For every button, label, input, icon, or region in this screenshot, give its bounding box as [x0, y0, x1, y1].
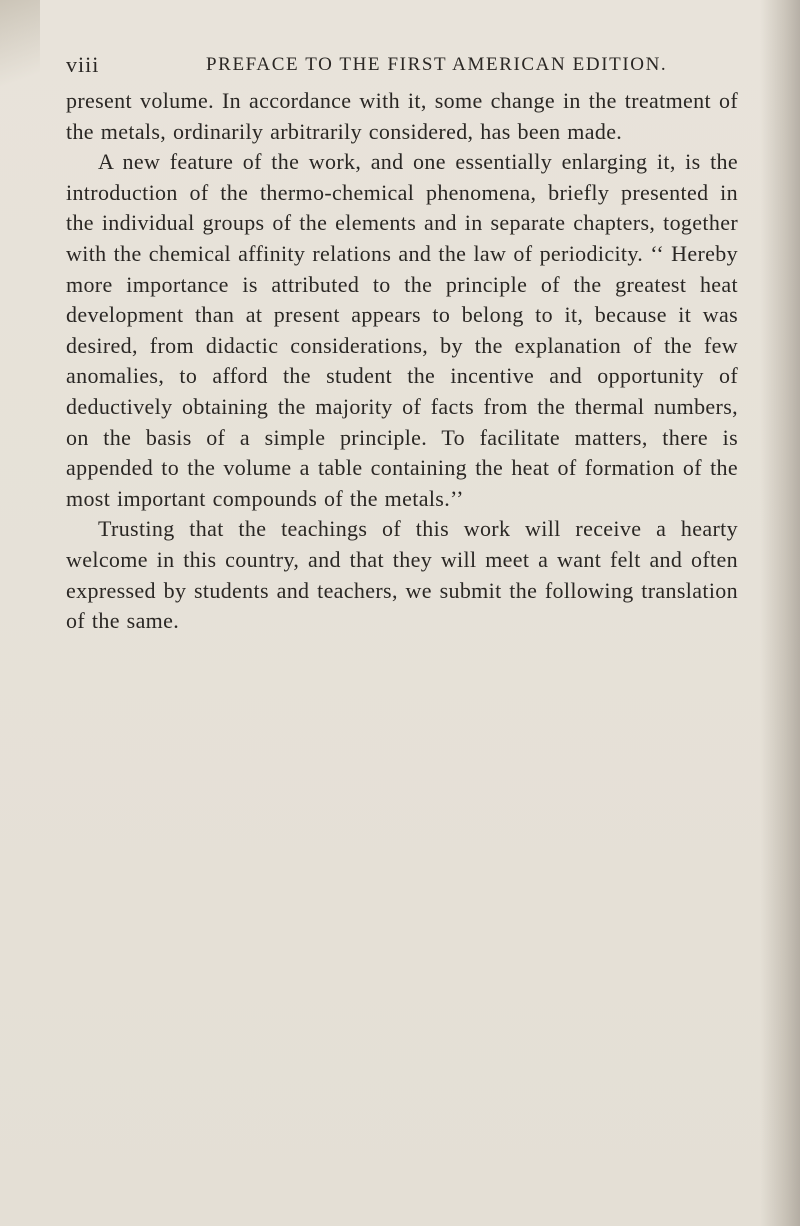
paragraph-closing: Trusting that the teachings of this work will receive a hearty welcome in this country, and that they will meet a want felt and often expressed by students and teachers, we submit the following translation of the same.	[66, 516, 738, 634]
page-corner-stain	[0, 0, 40, 110]
running-head-title: PREFACE TO THE FIRST AMERICAN EDITION.	[206, 54, 668, 75]
page-number: viii	[66, 52, 100, 77]
body-text	[66, 86, 738, 637]
paragraph-new-feature: A new feature of the work, and one essentially enlarging it, is the introduction of the thermo-chemical phenomena, briefly presented in the individual groups of the elements and in separate chapters, together with the chemical affinity relations and the law of periodicity. ‘‘ Hereby more importance is attributed to the principle of the greatest heat development than at present appears to belong to it, because it was desired, from didactic considerations, by the explanation of the few anomalies, to afford the student the incentive and opportunity of deductively obtaining the majority of facts from the thermal numbers, on the basis of a simple principle. To facilitate matters, there is appended to the volume a table containing the heat of formation of the most important compounds of the metals.’’	[66, 149, 738, 511]
running-head	[66, 52, 738, 82]
paragraph-continued: present volume. In accordance with it, some change in the treatment of the metals, ordinarily arbitrarily considered, has been made.	[66, 88, 738, 144]
